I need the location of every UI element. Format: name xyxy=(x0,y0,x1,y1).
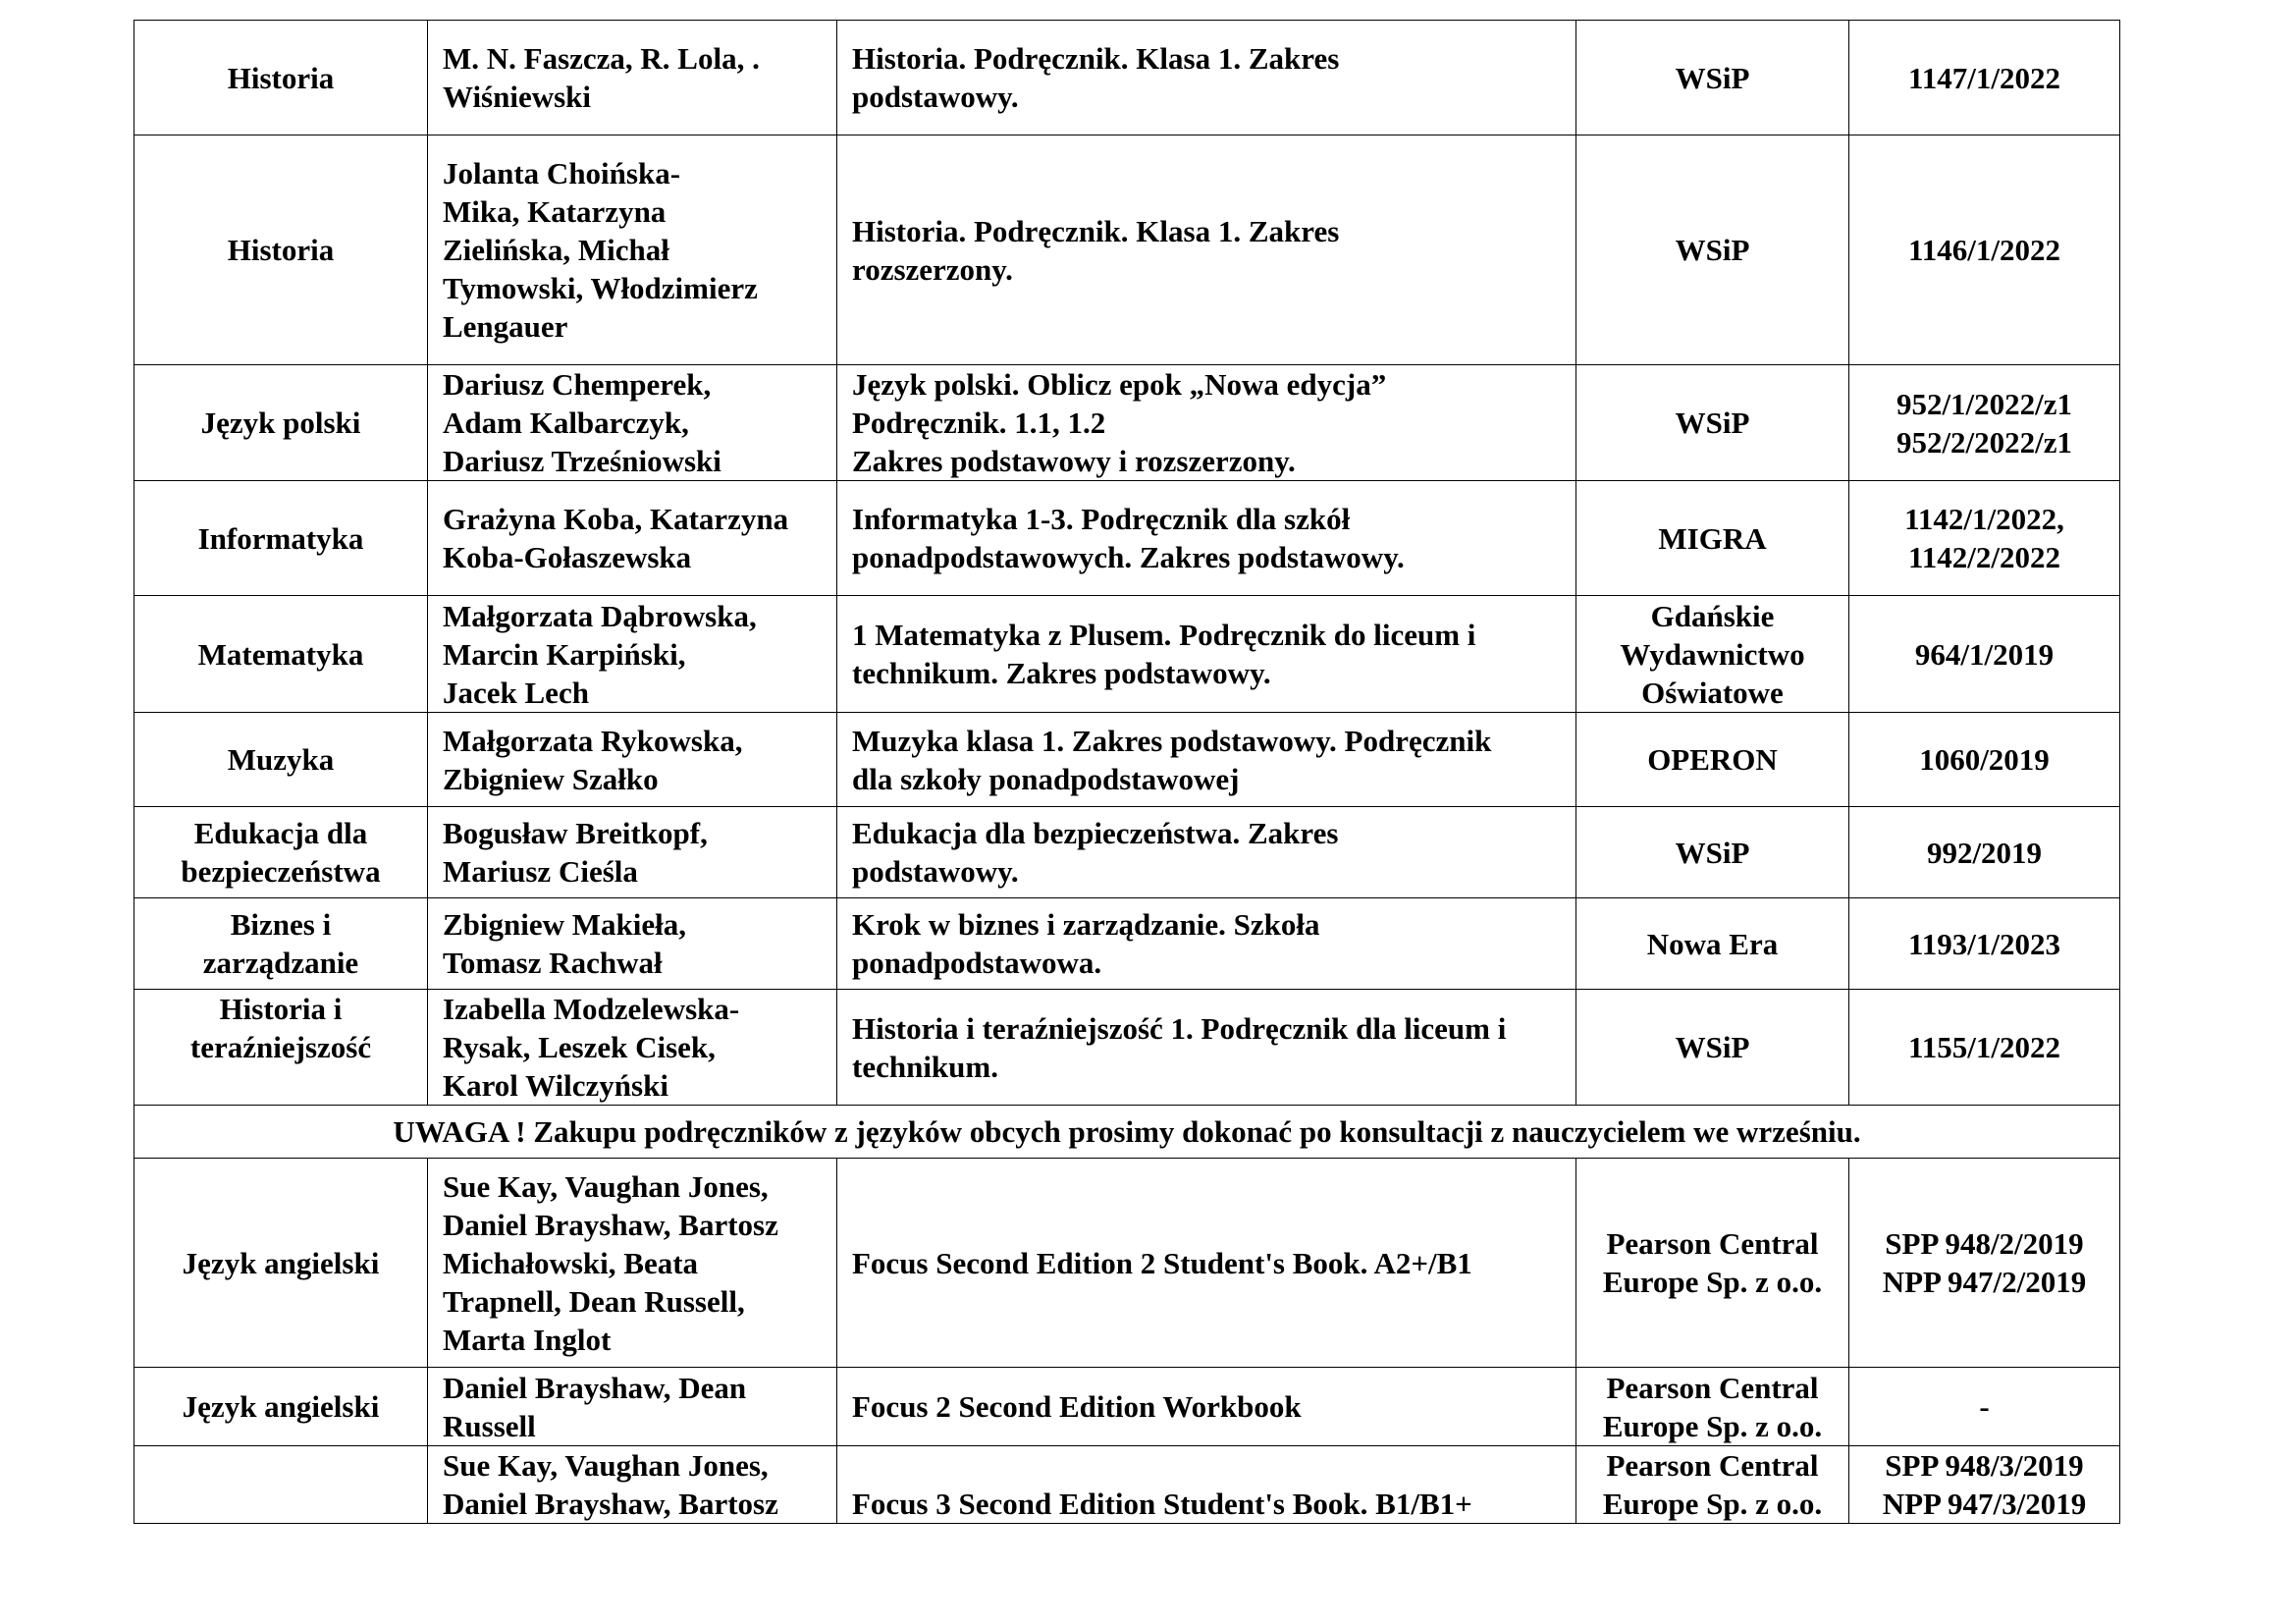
authors-cell: Sue Kay, Vaughan Jones, Daniel Brayshaw, Bartosz Michałowski, Beata Trapnell, Dean Russell, Marta Inglot xyxy=(428,1159,837,1368)
subject-cell: Język angielski xyxy=(134,1368,428,1446)
approval-number-cell: 1146/1/2022 xyxy=(1849,135,2120,365)
subject-cell: Język polski xyxy=(134,365,428,481)
authors-cell: Dariusz Chemperek, Adam Kalbarczyk, Dariusz Trześniowski xyxy=(428,365,837,481)
publisher-cell: Gdańskie Wydawnictwo Oświatowe xyxy=(1576,596,1849,713)
approval-number-cell: SPP 948/2/2019 NPP 947/2/2019 xyxy=(1849,1159,2120,1368)
publisher-cell: Pearson Central Europe Sp. z o.o. xyxy=(1576,1446,1849,1524)
subject-cell: Historia xyxy=(134,135,428,365)
approval-number-cell: SPP 948/3/2019 NPP 947/3/2019 xyxy=(1849,1446,2120,1524)
authors-cell: M. N. Faszcza, R. Lola, . Wiśniewski xyxy=(428,21,837,135)
table-row xyxy=(134,713,2120,807)
approval-number-cell: 952/1/2022/z1 952/2/2022/z1 xyxy=(1849,365,2120,481)
notice-row xyxy=(134,1106,2120,1159)
authors-cell: Daniel Brayshaw, Dean Russell xyxy=(428,1368,837,1446)
table-row xyxy=(134,990,2120,1106)
authors-cell: Grażyna Koba, Katarzyna Koba-Gołaszewska xyxy=(428,481,837,596)
subject-cell: Edukacja dla bezpieczeństwa xyxy=(134,807,428,898)
authors-cell: Bogusław Breitkopf, Mariusz Cieśla xyxy=(428,807,837,898)
authors-cell: Małgorzata Dąbrowska, Marcin Karpiński, Jacek Lech xyxy=(428,596,837,713)
publisher-cell: WSiP xyxy=(1576,365,1849,481)
approval-number-cell: 964/1/2019 xyxy=(1849,596,2120,713)
table-row xyxy=(134,365,2120,481)
publisher-cell: WSiP xyxy=(1576,807,1849,898)
table-row xyxy=(134,1159,2120,1368)
authors-cell: Zbigniew Makieła, Tomasz Rachwał xyxy=(428,898,837,990)
title-cell: Edukacja dla bezpieczeństwa. Zakres podstawowy. xyxy=(837,807,1576,898)
publisher-cell: WSiP xyxy=(1576,990,1849,1106)
approval-number-cell: 992/2019 xyxy=(1849,807,2120,898)
subject-cell: Biznes i zarządzanie xyxy=(134,898,428,990)
title-cell: Informatyka 1-3. Podręcznik dla szkół ponadpodstawowych. Zakres podstawowy. xyxy=(837,481,1576,596)
approval-number-cell: 1155/1/2022 xyxy=(1849,990,2120,1106)
publisher-cell: WSiP xyxy=(1576,21,1849,135)
title-cell: Język polski. Oblicz epok „Nowa edycja” Podręcznik. 1.1, 1.2 Zakres podstawowy i rozszerzony. xyxy=(837,365,1576,481)
notice-text: UWAGA ! Zakupu podręczników z języków obcych prosimy dokonać po konsultacji z nauczycielem we wrześniu. xyxy=(134,1106,2120,1159)
authors-cell: Jolanta Choińska- Mika, Katarzyna Zielińska, Michał Tymowski, Włodzimierz Lengauer xyxy=(428,135,837,365)
approval-number-cell: 1147/1/2022 xyxy=(1849,21,2120,135)
subject-cell: Informatyka xyxy=(134,481,428,596)
table-row xyxy=(134,135,2120,365)
authors-cell: Małgorzata Rykowska, Zbigniew Szałko xyxy=(428,713,837,807)
publisher-cell: Nowa Era xyxy=(1576,898,1849,990)
title-cell: Historia. Podręcznik. Klasa 1. Zakres rozszerzony. xyxy=(837,135,1576,365)
table-row xyxy=(134,596,2120,713)
title-cell: Historia i teraźniejszość 1. Podręcznik dla liceum i technikum. xyxy=(837,990,1576,1106)
publisher-cell: Pearson Central Europe Sp. z o.o. xyxy=(1576,1159,1849,1368)
subject-cell: Historia i teraźniejszość xyxy=(134,990,428,1106)
title-cell: 1 Matematyka z Plusem. Podręcznik do liceum i technikum. Zakres podstawowy. xyxy=(837,596,1576,713)
title-cell: Muzyka klasa 1. Zakres podstawowy. Podręcznik dla szkoły ponadpodstawowej xyxy=(837,713,1576,807)
table-row xyxy=(134,898,2120,990)
table-row xyxy=(134,1446,2120,1524)
subject-cell xyxy=(134,1446,428,1524)
publisher-cell: WSiP xyxy=(1576,135,1849,365)
subject-cell: Matematyka xyxy=(134,596,428,713)
approval-number-cell: 1142/1/2022, 1142/2/2022 xyxy=(1849,481,2120,596)
textbook-table xyxy=(133,20,2120,1524)
publisher-cell: Pearson Central Europe Sp. z o.o. xyxy=(1576,1368,1849,1446)
title-cell: Focus 2 Second Edition Workbook xyxy=(837,1368,1576,1446)
table-row xyxy=(134,481,2120,596)
subject-cell: Muzyka xyxy=(134,713,428,807)
approval-number-cell: 1060/2019 xyxy=(1849,713,2120,807)
subject-cell: Historia xyxy=(134,21,428,135)
publisher-cell: OPERON xyxy=(1576,713,1849,807)
approval-number-cell: 1193/1/2023 xyxy=(1849,898,2120,990)
table-row xyxy=(134,1368,2120,1446)
subject-cell: Język angielski xyxy=(134,1159,428,1368)
table-row xyxy=(134,21,2120,135)
authors-cell: Sue Kay, Vaughan Jones, Daniel Brayshaw, Bartosz xyxy=(428,1446,837,1524)
table-row xyxy=(134,807,2120,898)
title-cell: Krok w biznes i zarządzanie. Szkoła ponadpodstawowa. xyxy=(837,898,1576,990)
title-cell: Focus 3 Second Edition Student's Book. B1/B1+ xyxy=(837,1446,1576,1524)
title-cell: Historia. Podręcznik. Klasa 1. Zakres podstawowy. xyxy=(837,21,1576,135)
publisher-cell: MIGRA xyxy=(1576,481,1849,596)
authors-cell: Izabella Modzelewska- Rysak, Leszek Cisek, Karol Wilczyński xyxy=(428,990,837,1106)
approval-number-cell: - xyxy=(1849,1368,2120,1446)
title-cell: Focus Second Edition 2 Student's Book. A2+/B1 xyxy=(837,1159,1576,1368)
